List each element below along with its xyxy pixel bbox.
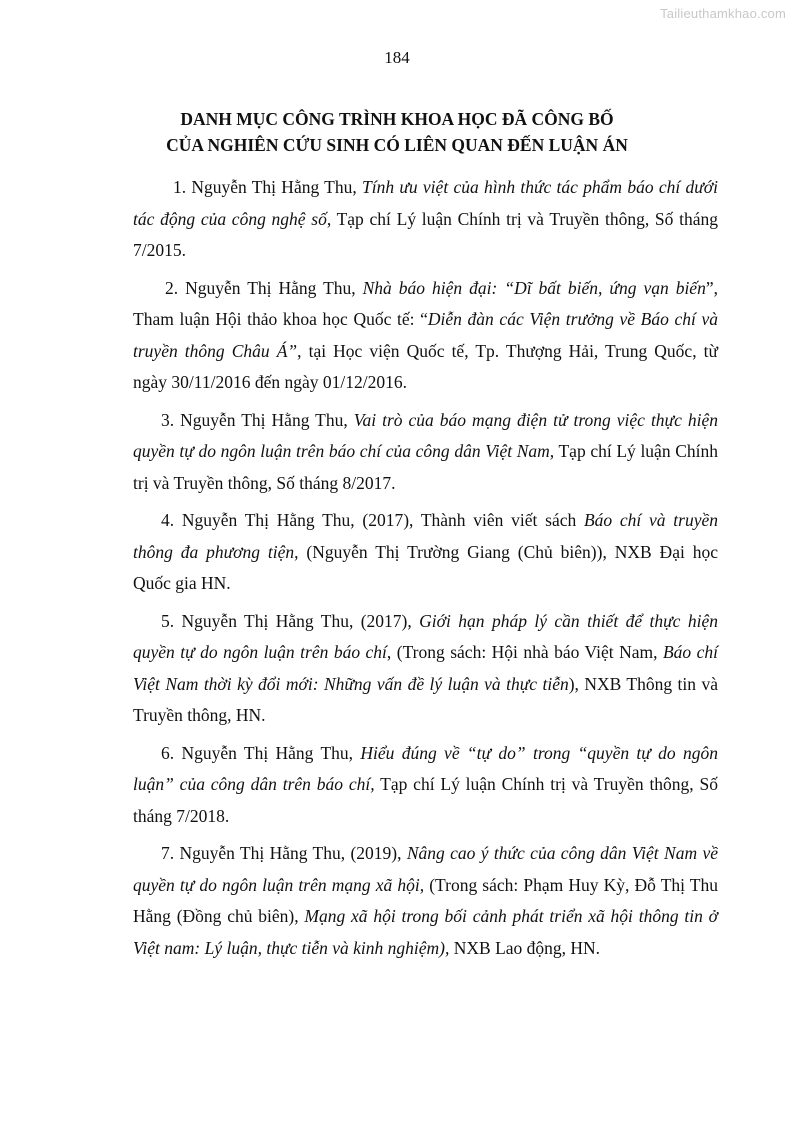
reference-source: , Tạp chí Lý luận Chính trị và Truyền thông, Số tháng 7/2015. <box>133 208 718 260</box>
reference-source: ), NXB Thông tin và Truyền thông, HN. <box>133 673 718 725</box>
watermark: Tailieuthamkhao.com <box>660 6 786 21</box>
reference-detail: (Trong sách: Phạm Huy Kỳ, Đỗ Thị Thu Hằng (Đồng chủ biên), <box>133 874 718 926</box>
reference-list <box>133 172 718 970</box>
reference-title: Tính ưu việt của hình thức tác phẩm báo chí dưới tác động của công nghệ số <box>133 177 718 229</box>
reference-source: , tại Học viện Quốc tế, Tp. Thượng Hải, Trung Quốc, từ ngày 30/11/2016 đến ngày 01/12/2016. <box>133 340 718 392</box>
reference-title: Giới hạn pháp lý cần thiết để thực hiện quyền tự do ngôn luận trên báo chí <box>133 610 718 662</box>
reference-author: 7. Nguyễn Thị Hằng Thu, (2019), <box>161 843 407 863</box>
reference-item-7 <box>133 838 718 964</box>
reference-detail: , (Trong sách: Hội nhà báo Việt Nam, <box>386 642 663 662</box>
reference-book-title: Mạng xã hội trong bối cảnh phát triển xã hội thông tin ở Việt nam: Lý luận, thực tiễn và kinh nghiệm), <box>133 906 718 958</box>
reference-item-5 <box>133 606 718 732</box>
reference-source: , (Nguyễn Thị Trường Giang (Chủ biên)), NXB Đại học Quốc gia HN. <box>133 541 718 593</box>
reference-author: 5. Nguyễn Thị Hằng Thu, (2017), <box>161 610 420 631</box>
reference-author: 1. Nguyễn Thị Hằng Thu, <box>173 177 362 197</box>
reference-item-1 <box>133 172 718 267</box>
reference-book-title: Báo chí Việt Nam thời kỳ đổi mới: Những vấn đề lý luận và thực tiễn <box>133 642 718 694</box>
reference-detail: ”, Tham luận Hội thảo khoa học Quốc tế: “ <box>133 277 718 329</box>
reference-source: Tạp chí Lý luận Chính trị và Truyền thông, Số tháng 7/2018. <box>133 774 718 826</box>
reference-title: Báo chí và truyền thông đa phương tiện <box>133 510 719 562</box>
reference-author: 6. Nguyễn Thị Hằng Thu, <box>161 742 361 763</box>
reference-title: Nâng cao ý thức của công dân Việt Nam về quyền tự do ngôn luận trên mạng xã hội, <box>133 843 718 895</box>
reference-title: Nhà báo hiện đại: “Dĩ bất biến, ứng vạn biến <box>362 277 706 298</box>
reference-title: Hiểu đúng về “tự do” trong “quyền tự do ngôn luận” của công dân trên báo chí, <box>133 742 719 794</box>
page-title-line-2: CỦA NGHIÊN CỨU SINH CÓ LIÊN QUAN ĐẾN LUẬN ÁN <box>166 135 628 155</box>
reference-author: 2. Nguyễn Thị Hằng Thu, <box>165 277 363 298</box>
page-title-line-1: DANH MỤC CÔNG TRÌNH KHOA HỌC ĐÃ CÔNG BỐ <box>180 109 614 129</box>
reference-item-2 <box>133 273 718 399</box>
reference-author: 4. Nguyễn Thị Hằng Thu, (2017), Thành viên viết sách <box>161 510 584 530</box>
reference-source: Tạp chí Lý luận Chính trị và Truyền thông, Số tháng 8/2017. <box>133 441 718 493</box>
reference-author: 3. Nguyễn Thị Hằng Thu, <box>161 409 354 430</box>
page-number: 184 <box>384 48 410 67</box>
reference-title: Vai trò của báo mạng điện tử trong việc thực hiện quyền tự do ngôn luận trên báo chí của công dân Việt Nam, <box>133 409 719 461</box>
reference-event-title: Diễn đàn các Viện trưởng về Báo chí và truyền thông Châu Á” <box>133 309 718 361</box>
reference-item-4 <box>133 505 718 600</box>
reference-item-6 <box>133 738 718 833</box>
reference-source: NXB Lao động, HN. <box>449 937 601 958</box>
page-title <box>100 106 694 158</box>
reference-item-3 <box>133 405 718 500</box>
